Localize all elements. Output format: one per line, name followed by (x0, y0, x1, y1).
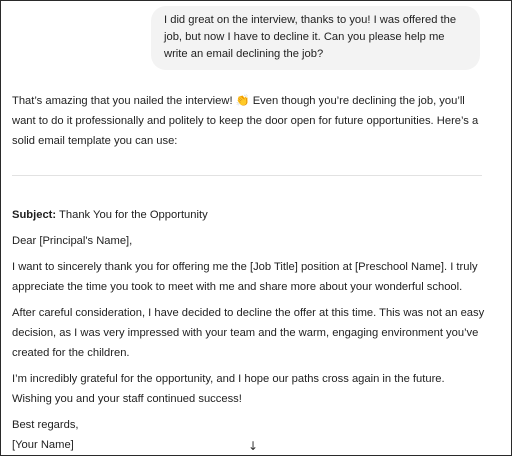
email-closing: Best regards, (12, 419, 79, 431)
email-paragraph: After careful consideration, I have decided to decline the offer at this time. This was not an easy decision, as I was very impressed with your team and the warm, engaging environment you’ve created for the children. (12, 307, 485, 359)
assistant-intro-text: That’s amazing that you nailed the interview! 👏 Even though you’re declining the job, you’ll want to do it professionally and politely to keep the door open for future opportunities. Here’s a solid email template you can use: (12, 95, 479, 147)
email-paragraph: I want to sincerely thank you for offering me the [Job Title] position at [Preschool Name]. I truly appreciate the time you took to meet with me and share more about your wonderful school. (12, 261, 478, 293)
email-greeting: Dear [Principal's Name], (12, 235, 133, 247)
email-subject-line (12, 205, 487, 225)
scroll-to-bottom-button[interactable] (244, 437, 262, 455)
user-message-bubble: I did great on the interview, thanks to you! I was offered the job, but now I have to decline it. Can you please help me write an email declining the job? (151, 6, 480, 70)
email-subject-text: Thank You for the Opportunity (59, 209, 208, 221)
assistant-message (12, 91, 487, 151)
email-signature: [Your Name] (12, 439, 74, 451)
email-subject-label: Subject: (12, 209, 57, 221)
horizontal-divider (12, 175, 482, 176)
user-message-row (1, 1, 511, 70)
arrow-down-icon: ↓ (247, 439, 259, 453)
email-paragraph: I’m incredibly grateful for the opportunity, and I hope our paths cross again in the future. Wishing you and your staff continued success! (12, 373, 445, 405)
email-template (12, 205, 487, 455)
